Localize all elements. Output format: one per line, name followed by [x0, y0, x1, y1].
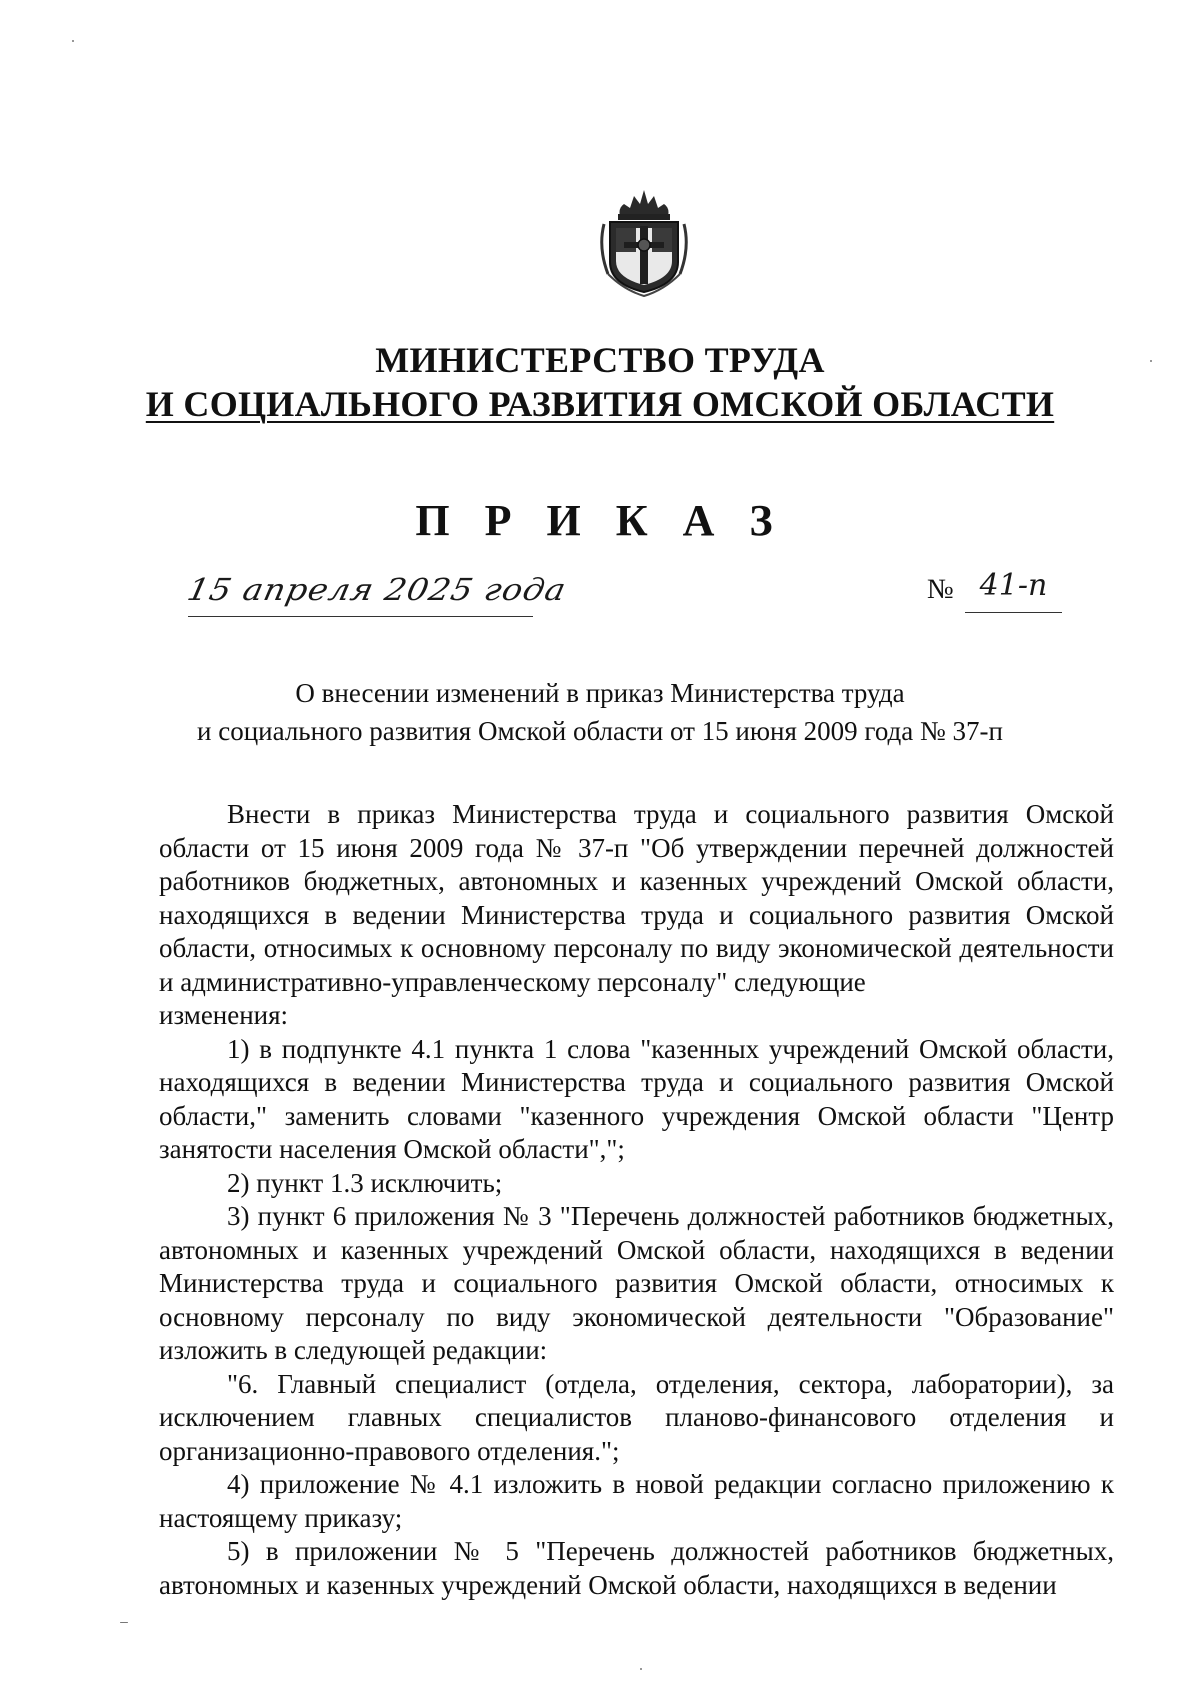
body-item-3: 3) пункт 6 приложения № 3 "Перечень должностей работников бюджетных, автономных и казенных учреждений Омской области, находящихся в ведении Министерства труда и социального развития Омской области, относимых к основному персоналу по виду экономической деятельности "Образование" изложить в следующей редакции: — [159, 1201, 1114, 1365]
order-number-label: № — [927, 574, 954, 605]
ministry-name-line2: И СОЦИАЛЬНОГО РАЗВИТИЯ ОМСКОЙ ОБЛАСТИ — [145, 384, 1055, 424]
omsk-coat-of-arms-icon — [594, 178, 694, 298]
coat-of-arms-emblem — [594, 178, 694, 298]
body-item-3-quote: "6. Главный специалист (отдела, отделения, сектора, лаборатории), за исключением главных специалистов планово-финансового отделения и организационно-правового отделения."; — [159, 1368, 1114, 1466]
scan-speck — [1150, 360, 1152, 362]
scan-speck — [640, 1668, 642, 1670]
order-date-text: 15 апреля 2025 года — [184, 571, 570, 608]
body-item-2: 2) пункт 1.3 исключить; — [227, 1167, 503, 1198]
order-body — [159, 798, 1114, 1602]
scan-speck — [72, 40, 74, 42]
order-date-handwritten — [184, 570, 570, 617]
order-subject-line1: О внесении изменений в приказ Министерства труда — [295, 678, 905, 708]
order-subject — [0, 674, 1200, 750]
scan-speck — [120, 1622, 128, 1623]
body-paragraph-preamble: Внести в приказ Министерства труда и социального развития Омской области от 15 июня 2009 года № 37-п "Об утверждении перечней должностей работников бюджетных, автономных и казенных учреждений Омской области, находящихся в ведении Министерства труда и социального развития Омской области, относимых к основному персоналу по виду экономической деятельности и административно-управленческому персоналу" следующие — [159, 799, 1114, 997]
ministry-name — [0, 338, 1200, 426]
order-number-handwritten: 41-п — [965, 568, 1062, 613]
body-item-4: 4) приложение № 4.1 изложить в новой редакции согласно приложению к настоящему приказу; — [159, 1469, 1114, 1533]
body-item-1: 1) в подпункте 4.1 пункта 1 слова "казенных учреждений Омской области, находящихся в ведении Министерства труда и социального развития Омской области," заменить словами "казенного учреждения Омской области "Центр занятости населения Омской области","; — [159, 1033, 1114, 1164]
body-item-5: 5) в приложении № 5 "Перечень должностей работников бюджетных, автономных и казенных учреждений Омской области, находящихся в ведении — [159, 1536, 1114, 1600]
order-subject-line2: и социального развития Омской области от 15 июня 2009 года № 37-п — [197, 716, 1003, 746]
ministry-name-line1: МИНИСТЕРСТВО ТРУДА — [375, 340, 825, 380]
body-paragraph-preamble-end: изменения: — [159, 1000, 289, 1030]
document-type-title: П Р И К А З — [415, 496, 785, 545]
